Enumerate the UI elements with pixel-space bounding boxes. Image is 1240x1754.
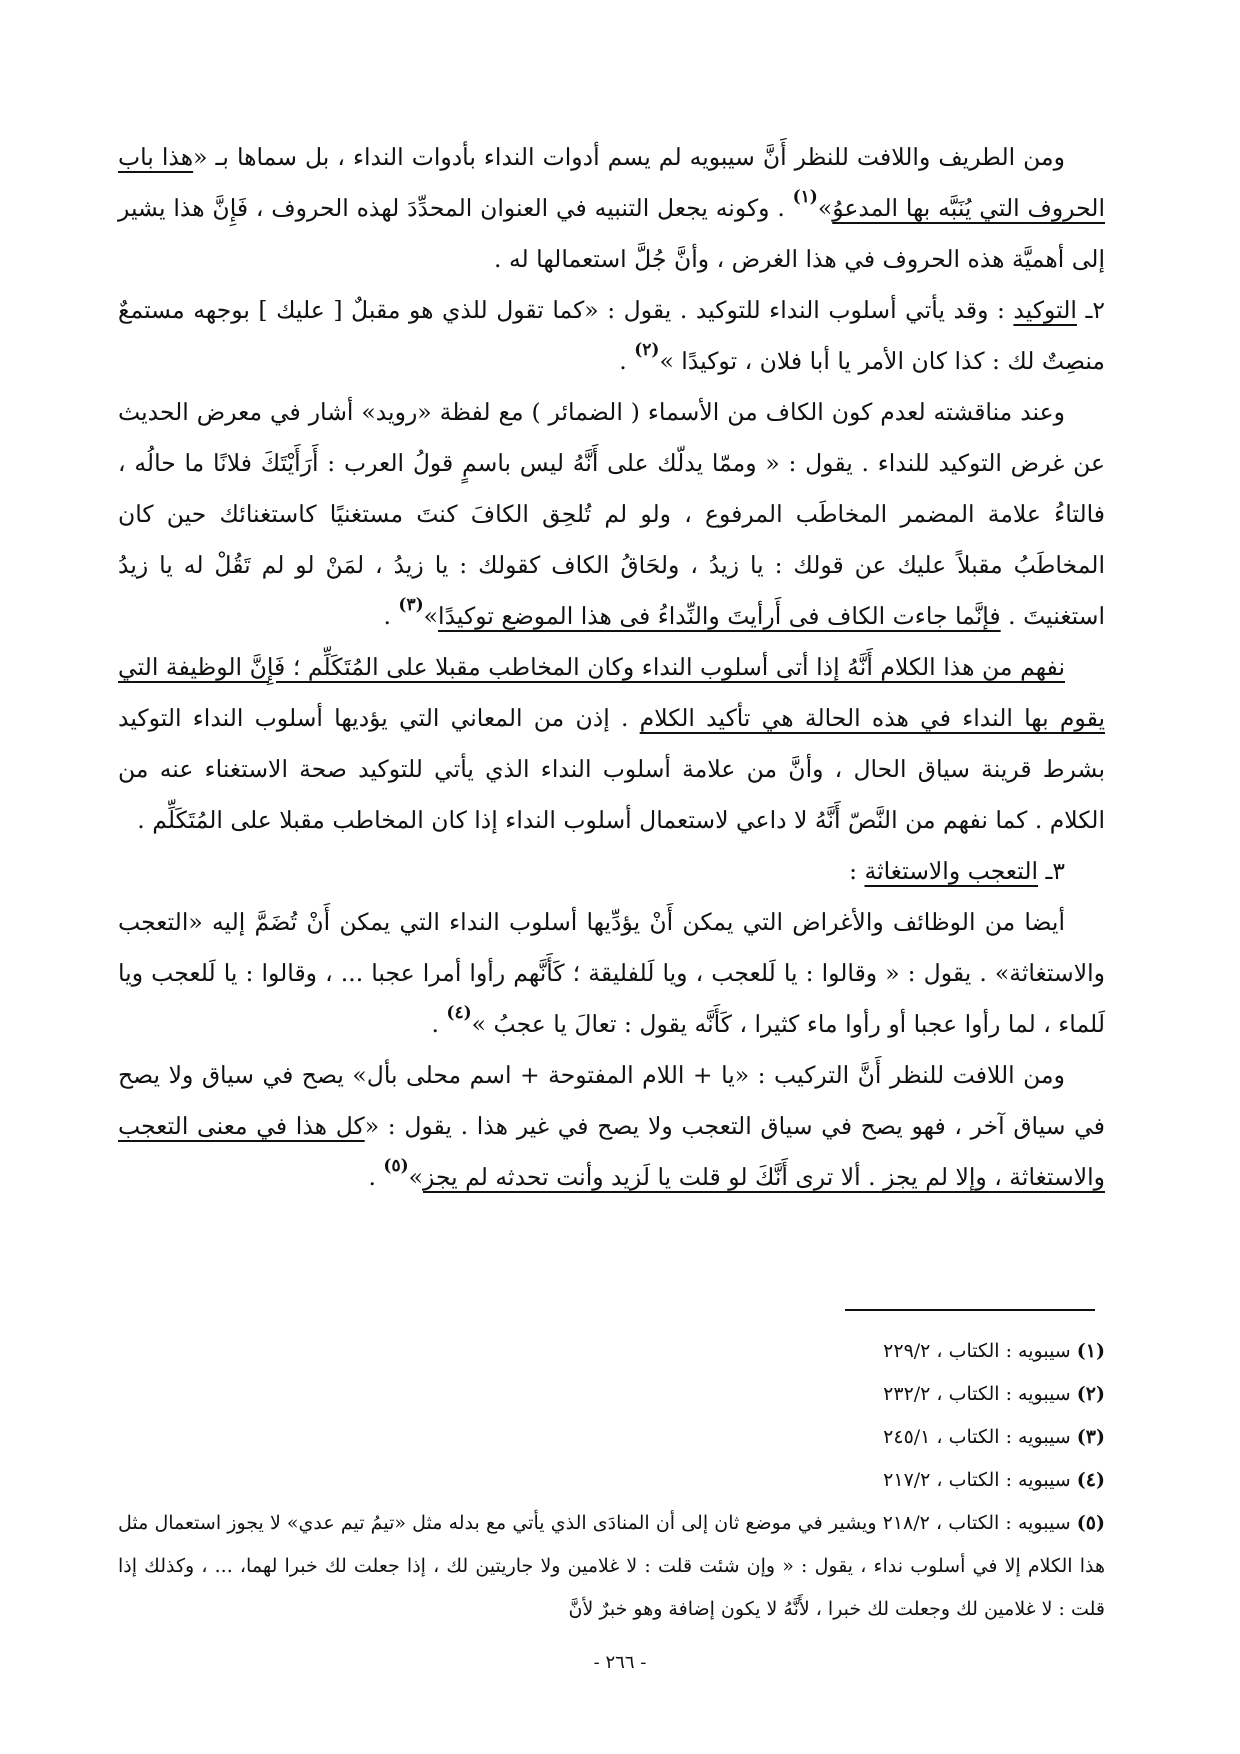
main-text [118,132,1105,1203]
footnote-ref: (٤) [446,1003,472,1023]
paragraph-5: أيضا من الوظائف والأغراض التي يمكن أَنْ يؤدِّيها أسلوب النداء التي يمكن أَنْ تُضَمَّ إليه «التعجب والاستغاثة» . يقول : « وقالوا : يا لَلعجب ، ويا لَلفليقة ؛ كَأَنَّهم رأوا أمرا عجبا ... ، وقالوا : يا لَلعجب ويا لَلماء ، لما رأوا عجبا أو رأوا ماء كثيرا ، كَأَنَّه يقول : تعالَ يا عجبُ »$^{(٤)}$ . [118,908,1105,1038]
footnote-1: (١) سيبويه : الكتاب ، ٢٢٩/٢ [883,1340,1105,1362]
footnote-ref: (٢) [634,340,660,360]
paragraph-1: ومن الطريف واللافت للنظر أَنَّ سيبويه لم يسم أدوات النداء بأدوات النداء ، بل سماها بـ «هذا باب الحروف التي يُنَبَّه بها المدعوُ»$^{(١)}$ . وكونه يجعل التنبيه في العنوان المحدِّدَ لهذه الحروف ، فَإِنَّ هذا يشير إلى أهميَّة هذه الحروف في هذا الغرض ، وأنَّ جُلَّ استعمالها له . [118,143,1105,273]
paragraph-2: ٢ـ التوكيد : وقد يأتي أسلوب النداء للتوكيد . يقول : «كما تقول للذي هو مقبلٌ [ عليك ] بوجهه مستمعٌ منصِتٌ لك : كذا كان الأمر يا أبا فلان ، توكيدًا »$^{(٢)}$ . [118,296,1106,375]
footnote-2: (٢) سيبويه : الكتاب ، ٢٣٢/٢ [883,1383,1105,1405]
footnotes [118,1330,1105,1631]
footnote-4: (٤) سيبويه : الكتاب ، ٢١٧/٢ [883,1469,1105,1491]
term: التعجب والاستغاثة [864,857,1039,885]
paragraph-3: وعند مناقشته لعدم كون الكاف من الأسماء ( الضمائر ) مع لفظة «رويد» أشار في معرض الحديث عن غرض التوكيد للنداء . يقول : « وممّا يدلّك على أَنَّهُ ليس باسمٍ قولُ العرب : أَرَأَيْتَكَ فلانًا ما حالُه ، فالتاءُ علامة المضمر المخاطَب المرفوع ، ولو لم تُلحِق الكافَ كنتَ مستغنيًا كاستغنائك حين كان المخاطَبُ مقبلاً عليك عن قولك : يا زيدُ ، ولحَاقُ الكاف كقولك : يا زيدُ ، لمَنْ لو لم تَقُلْ له يا زيدُ استغنيتَ . فإنَّما جاءت الكاف فى أَرأيتَ والنِّداءُ فى هذا الموضع توكيدًا»$^{(٣)}$ . [118,398,1105,630]
footnote-ref: (١) [792,187,818,207]
footnote-ref: (٣) [398,595,424,615]
section-heading-3: ٣ـ التعجب والاستغاثة : [849,857,1065,885]
quoted-phrase: هذا باب الحروف التي يُنَبَّه بها المدعوُ [118,143,1105,222]
footnote-5: (٥) سيبويه : الكتاب ، ٢١٨/٢ ويشير في موضع ثان إلى أن المنادَى الذي يأتي مع بدله مثل «تيمُ تيم عدي» لا يجوز استعمال مثل هذا الكلام إلا في أسلوب نداء ، يقول : « وإن شئت قلت : لا غلامين ولا جاريتين لك ، إذا جعلت لك خبرا لهما، ... ، وكذلك إذا قلت : لا غلامين لك وجعلت لك خبرا ، لأَنَّهُ لا يكون إضافة وهو خبرٌ لأنَّ [118,1512,1105,1620]
footnote-ref: (٥) [383,1156,409,1176]
footnote-divider [845,1309,1095,1311]
footnote-3: (٣) سيبويه : الكتاب ، ٢٤٥/١ [883,1426,1105,1448]
term: التوكيد [1013,296,1077,324]
page-number: - ٢٦٦ - [593,1652,647,1673]
paragraph-4: نفهم من هذا الكلام أَنَّهُ إذا أتى أسلوب النداء وكان المخاطب مقبلا على المُتَكَلِّم ؛ فَإِنَّ الوظيفة التي يقوم بها النداء في هذه الحالة هي تأكيد الكلام . إذن من المعاني التي يؤديها أسلوب النداء التوكيد بشرط قرينة سياق الحال ، وأنَّ من علامة أسلوب النداء الذي يأتي للتوكيد صحة الاستغناء عنه من الكلام . كما نفهم من النَّصّ أَنَّهُ لا داعي لاستعمال أسلوب النداء إذا كان المخاطب مقبلا على المُتَكَلِّم . [118,653,1105,834]
quoted-phrase: كل هذا في معنى التعجب والاستغاثة ، وإلا لم يجز . ألا ترى أَنَّكَ لو قلت يا لَزيد وأنت تحدثه لم يجز [118,1112,1105,1191]
paragraph-6: ومن اللافت للنظر أَنَّ التركيب : «يا + اللام المفتوحة + اسم محلى بأل» يصح في سياق ولا يصح في سياق آخر ، فهو يصح في سياق التعجب ولا يصح في غير هذا . يقول : «كل هذا في معنى التعجب والاستغاثة ، وإلا لم يجز . ألا ترى أَنَّكَ لو قلت يا لَزيد وأنت تحدثه لم يجز»$^{(٥)}$ . [118,1061,1105,1191]
underlined-passage: نفهم من هذا الكلام أَنَّهُ إذا أتى أسلوب النداء وكان المخاطب مقبلا على المُتَكَلِّم ؛ فَإِنَّ الوظيفة التي يقوم بها النداء في هذه الحالة هي تأكيد الكلام [118,653,1105,732]
quoted-phrase: فإنَّما جاءت الكاف فى أَرأيتَ والنِّداءُ فى هذا الموضع توكيدًا [438,602,1001,630]
